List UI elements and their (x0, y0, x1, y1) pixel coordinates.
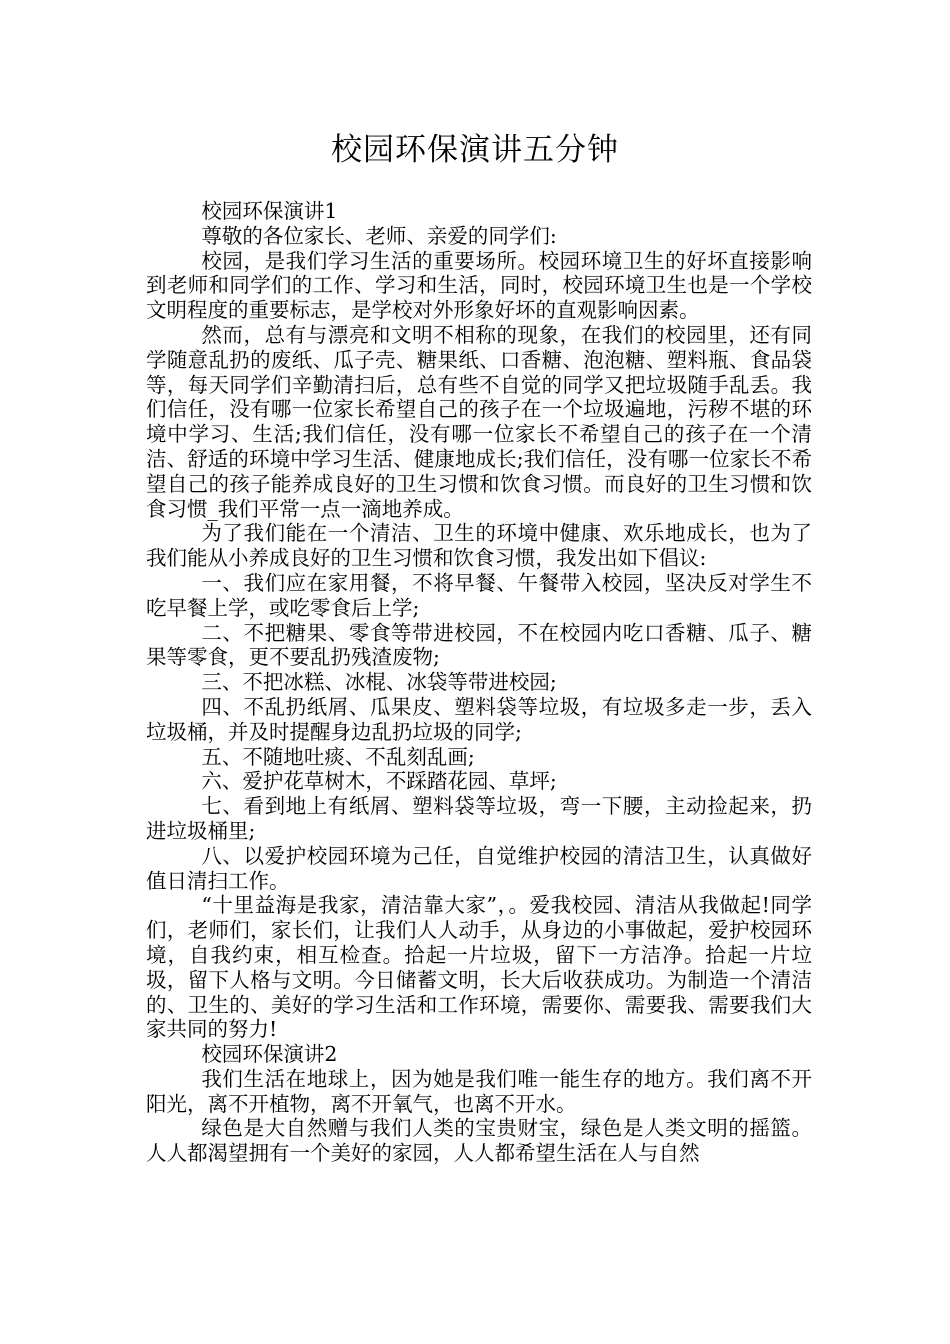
paragraph: 绿色是大自然赠与我们人类的宝贵财宝，绿色是人类文明的摇篮。人人都渴望拥有一个美好的家园，人人都希望生活在人与自然 (146, 1116, 812, 1166)
proposal-item-6: 六、爱护花草树木，不踩踏花园、草坪; (201, 769, 557, 794)
paragraph: 然而，总有与漂亮和文明不相称的现象，在我们的校园里，还有同学随意乱扔的废纸、瓜子壳、糖果纸、口香糖、泡泡糖、塑料瓶、食品袋等，每天同学们辛勤清扫后，总有些不自觉的同学又把垃圾随手乱丢。我们信任，没有哪一位家长希望自己的孩子在一个垃圾遍地，污秽不堪的环境中学习、生活;我们信任，没有哪一位家长不希望自己的孩子在一个清洁、舒适的环境中学习生活、健康地成长;我们信任，没有哪一位家长不希望自己的孩子能养成良好的卫生习惯和饮食习惯。而良好的卫生习惯和饮食习惯_我们平常一点一滴地养成。 (146, 322, 812, 521)
section-heading-2: 校园环保演讲2 (201, 1042, 338, 1067)
proposal-item-8: 八、以爱护校园环境为己任，自觉维护校园的清洁卫生，认真做好值日清扫工作。 (146, 843, 812, 893)
salutation: 尊敬的各位家长、老师、亲爱的同学们: (201, 223, 557, 248)
proposal-item-7: 七、看到地上有纸屑、塑料袋等垃圾，弯一下腰，主动捡起来，扔进垃圾桶里; (146, 794, 812, 843)
proposal-item-4: 四、不乱扔纸屑、瓜果皮、塑料袋等垃圾，有垃圾多走一步，丢入垃圾桶，并及时提醒身边乱扔垃圾的同学; (146, 694, 812, 744)
paragraph: 为了我们能在一个清洁、卫生的环境中健康、欢乐地成长，也为了我们能从小养成良好的卫生习惯和饮食习惯，我发出如下倡议: (146, 521, 812, 571)
paragraph: “十里益海是我家，清洁靠大家”，。爱我校园、清洁从我做起!同学们，老师们，家长们，让我们人人动手，从身边的小事做起，爱护校园环境，自我约束，相互检查。拾起一片垃圾，留下一方洁净。拾起一片垃圾，留下人格与文明。今日储蓄文明，长大后收获成功。为制造一个清洁的、卫生的、美好的学习生活和工作环境，需要你、需要我、需要我们大家共同的努力! (146, 893, 812, 1042)
document-body (146, 199, 812, 1166)
proposal-item-1: 一、我们应在家用餐，不将早餐、午餐带入校园，坚决反对学生不吃早餐上学，或吃零食后上学; (146, 570, 812, 620)
proposal-item-3: 三、不把冰糕、冰棍、冰袋等带进校园; (201, 670, 557, 695)
page-title: 校园环保演讲五分钟 (331, 132, 619, 168)
proposal-item-5: 五、不随地吐痰、不乱刻乱画; (201, 744, 475, 769)
section-heading-1: 校园环保演讲1 (201, 199, 338, 223)
paragraph: 校园，是我们学习生活的重要场所。校园环境卫生的好坏直接影响到老师和同学们的工作、学习和生活，同时，校园环境卫生也是一个学校文明程度的重要标志，是学校对外形象好坏的直观影响因素。 (146, 248, 812, 323)
paragraph: 我们生活在地球上，因为她是我们唯一能生存的地方。我们离不开阳光，离不开植物，离不开氧气，也离不开水。 (146, 1066, 812, 1116)
proposal-item-2: 二、不把糖果、零食等带进校园，不在校园内吃口香糖、瓜子、糖果等零食，更不要乱扔残渣废物; (146, 620, 812, 670)
